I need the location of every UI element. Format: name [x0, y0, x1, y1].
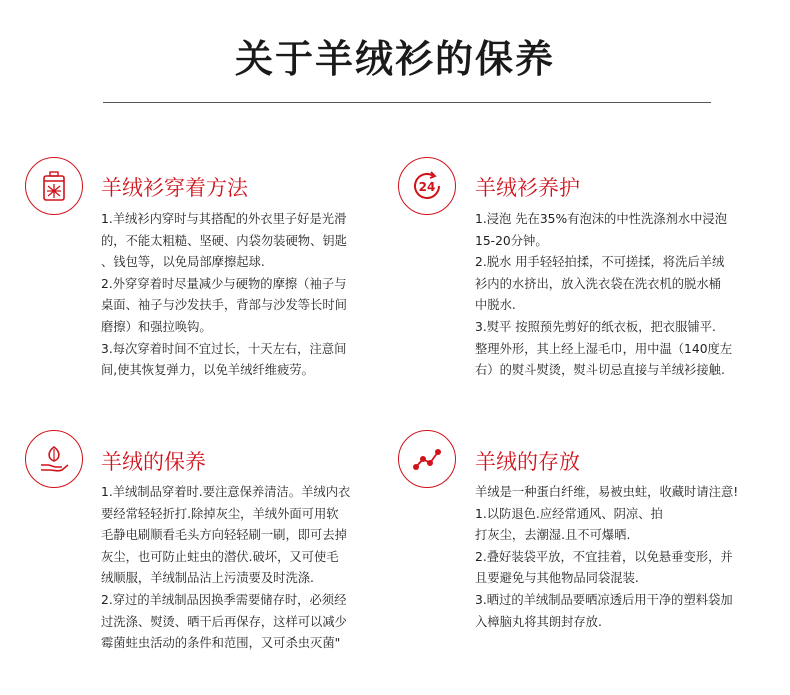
text-line: 2.脱水 用手轻轻拍揉，不可搓揉，将洗后羊绒: [475, 255, 725, 270]
text-line: 羊绒是一种蛋白纤维，易被虫蛀，收藏时请注意!: [475, 485, 739, 499]
text-line: 间,使其恢复弹力，以免羊绒纤维疲劳。: [101, 363, 314, 378]
storage-nodes-icon: [398, 430, 456, 488]
text-line: 3.晒过的羊绒制品要晒凉透后用干净的塑料袋加: [475, 592, 733, 607]
section-heading: 羊绒的存放: [475, 450, 580, 474]
text-line: 中脱水.: [475, 298, 516, 313]
text-line: 过洗涤、熨烫、晒干后再保存，这样可以减少: [101, 614, 347, 629]
text-line: 2.穿过的羊绒制品因换季需要储存时，必须经: [101, 592, 347, 607]
section-body: [475, 209, 775, 382]
text-line: 霉菌蛀虫活动的条件和范围，又可杀虫灭菌": [101, 636, 341, 651]
text-line: 的，不能太粗糙、坚硬、内袋勿装硬物、钥匙: [101, 233, 347, 248]
text-line: 毛静电刷顺看毛头方向轻轻刷一刷，即可去掉: [101, 528, 347, 543]
text-line: 1.羊绒衫内穿时与其搭配的外衣里子好是光滑: [101, 212, 347, 226]
text-line: 1.以防退色.应经常通风、阴凉、拍: [475, 506, 663, 521]
section-heading: 羊绒衫养护: [475, 176, 580, 200]
text-line: 3.每次穿着时间不宜过长，十天左右，注意间: [101, 341, 347, 356]
text-line: 、钱包等，以免局部摩擦起球.: [101, 255, 265, 270]
text-line: 2.叠好装袋平放，不宜挂着，以免悬垂变形，并: [475, 549, 733, 564]
section-heading: 羊绒的保养: [101, 450, 206, 474]
text-line: 绒顺服，羊绒制品沾上污渍要及时洗涤.: [101, 571, 314, 586]
sweater-washing-icon: [25, 157, 83, 215]
24-hours-icon: [398, 157, 456, 215]
text-line: 衫内的水挤出，放入洗衣袋在洗衣机的脱水桶: [475, 276, 721, 291]
text-line: 整理外形，其上经上湿毛巾，用中温（140度左: [475, 341, 733, 356]
text-line: 15-20分钟。: [475, 233, 548, 248]
text-line: 灰尘，也可防止蛀虫的潜伏.破坏，又可使毛: [101, 549, 339, 564]
hand-leaf-care-icon: [25, 430, 83, 488]
section-body: [101, 209, 391, 382]
text-line: 1.羊绒制品穿着时.要注意保养清洁。羊绒内衣: [101, 485, 351, 499]
section-heading: 羊绒衫穿着方法: [101, 176, 248, 200]
text-line: 要经常轻轻折打.除掉灰尘，羊绒外面可用软: [101, 506, 339, 521]
section-body: [475, 482, 775, 633]
text-line: 右）的熨斗熨烫，熨斗切忌直接与羊绒衫接触.: [475, 363, 725, 378]
text-line: 入樟脑丸将其朗封存放.: [475, 614, 602, 629]
icon-label: 24: [418, 180, 436, 194]
title-divider: [103, 102, 711, 103]
text-line: 1.浸泡 先在35%有泡沫的中性洗涤剂水中浸泡: [475, 212, 728, 226]
section-body: [101, 482, 391, 655]
text-line: 打灰尘，去潮湿.且不可爆晒.: [475, 528, 631, 543]
text-line: 且要避免与其他物品同袋混装.: [475, 571, 639, 586]
text-line: 磨擦）和强拉唤钩。: [101, 319, 212, 334]
text-line: 桌面、袖子与沙发扶手，背部与沙发等长时间: [101, 298, 347, 313]
page-title: 关于羊绒衫的保养: [234, 37, 555, 81]
text-line: 3.熨平 按照预先剪好的纸衣板，把衣服铺平.: [475, 319, 716, 334]
text-line: 2.外穿穿着时尽量减少与硬物的摩擦（袖子与: [101, 276, 347, 291]
